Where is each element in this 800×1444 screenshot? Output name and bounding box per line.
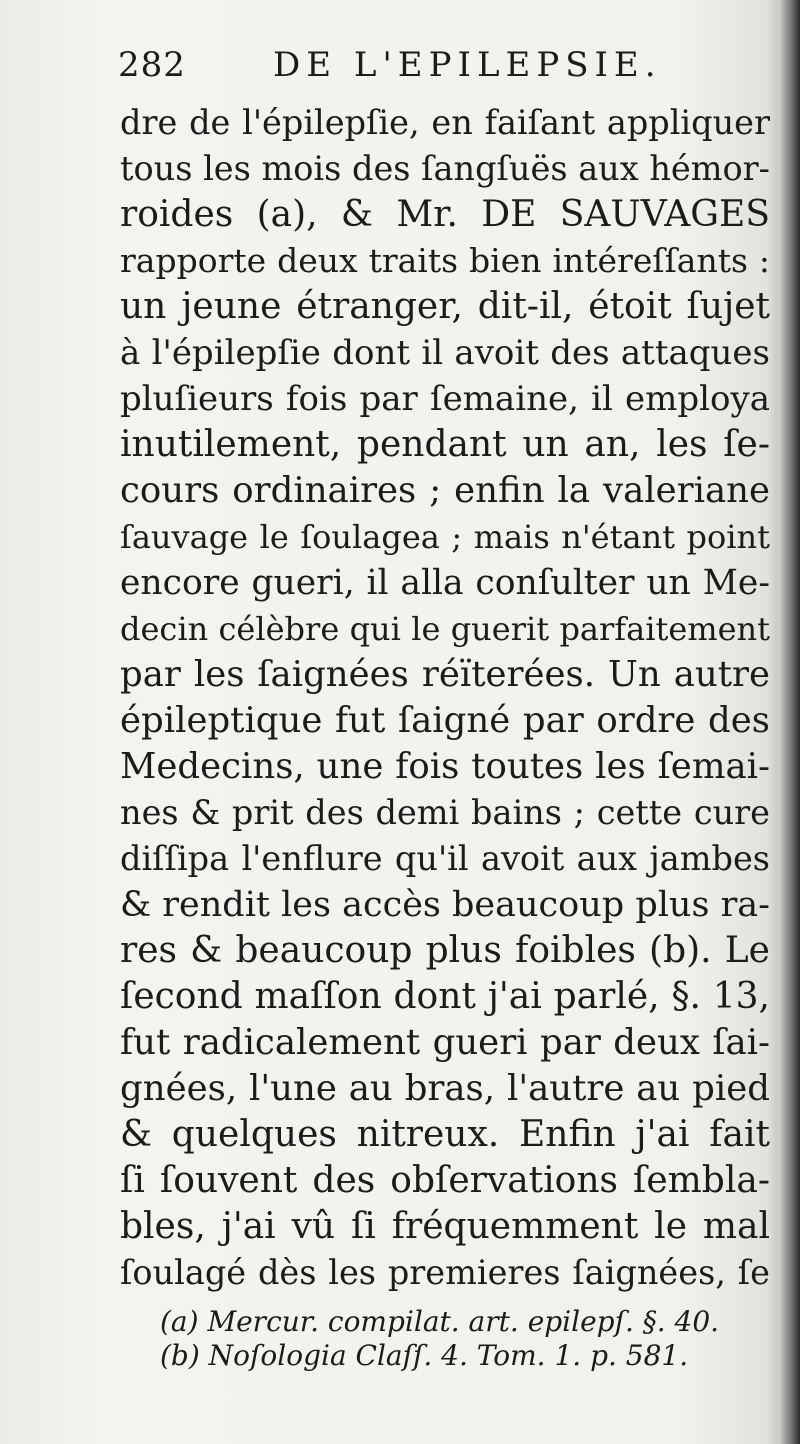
text-line: épileptique fut ſaigné par ordre des [120,700,770,741]
page-gutter-shadow [778,0,800,1444]
text-line: decin célèbre qui le guerit parfaitement [120,610,770,648]
text-line: encore gueri, il alla conſulter un Me- [120,563,770,603]
text-line: rapporte deux traits bien intéreſſants : [120,241,770,280]
page-number: 282 [118,45,186,85]
text-line: nes & prit des demi bains ; cette cure [120,793,770,832]
footnotes [160,1305,770,1373]
text-line: tous les mois des ſangſuës aux hémor- [120,149,770,188]
text-line: fut radicalement gueri par deux ſai- [120,1022,770,1063]
text-line: roides (a), & Mr. DE SAUVAGES [120,194,770,235]
text-line: cours ordinaires ; enfin la valeriane [120,470,770,511]
text-line: ſi ſouvent des obſervations ſembla- [120,1160,770,1201]
text-line: ſauvage le ſoulagea ; mais n'étant point [120,518,770,556]
page-header [118,40,758,90]
text-line: diſſipa l'enflure qu'il avoit aux jambes [120,839,770,878]
text-line: pluſieurs fois par ſemaine, il employa [120,379,770,419]
running-head: DE L'EPILEPSIE. [273,45,662,85]
text-line: res & beaucoup plus foibles (b). Le [120,930,770,971]
footnote-a: (a) Mercur. compilat. art. epilepſ. §. 40. [160,1305,720,1338]
text-line: un jeune étranger, dit-il, étoit ſujet [120,286,770,327]
text-line: dre de l'épilepſie, en faiſant appliquer [120,103,770,142]
footnote-b: (b) Noſologia Claſſ. 4. Tom. 1. p. 581. [160,1339,689,1372]
text-line: ſoulagé dès les premieres ſaignées, ſe [120,1253,770,1292]
text-line: par les ſaignées réïterées. Un autre [120,654,770,695]
text-line: ſecond maſſon dont j'ai parlé, §. 13, [120,976,770,1017]
text-line: & quelques nitreux. Enfin j'ai fait [120,1114,770,1155]
body-text [120,100,770,1296]
text-line: à l'épilepſie dont il avoit des attaques [120,333,770,373]
text-line: gnées, l'une au bras, l'autre au pied [120,1068,770,1109]
text-line: & rendit les accès beaucoup plus ra- [120,885,770,925]
text-line: inutilement, pendant un an, les ſe- [120,424,770,465]
text-line: bles, j'ai vû ſi fréquemment le mal [120,1206,770,1247]
text-line: Medecins, une fois toutes les ſemai- [120,746,770,787]
